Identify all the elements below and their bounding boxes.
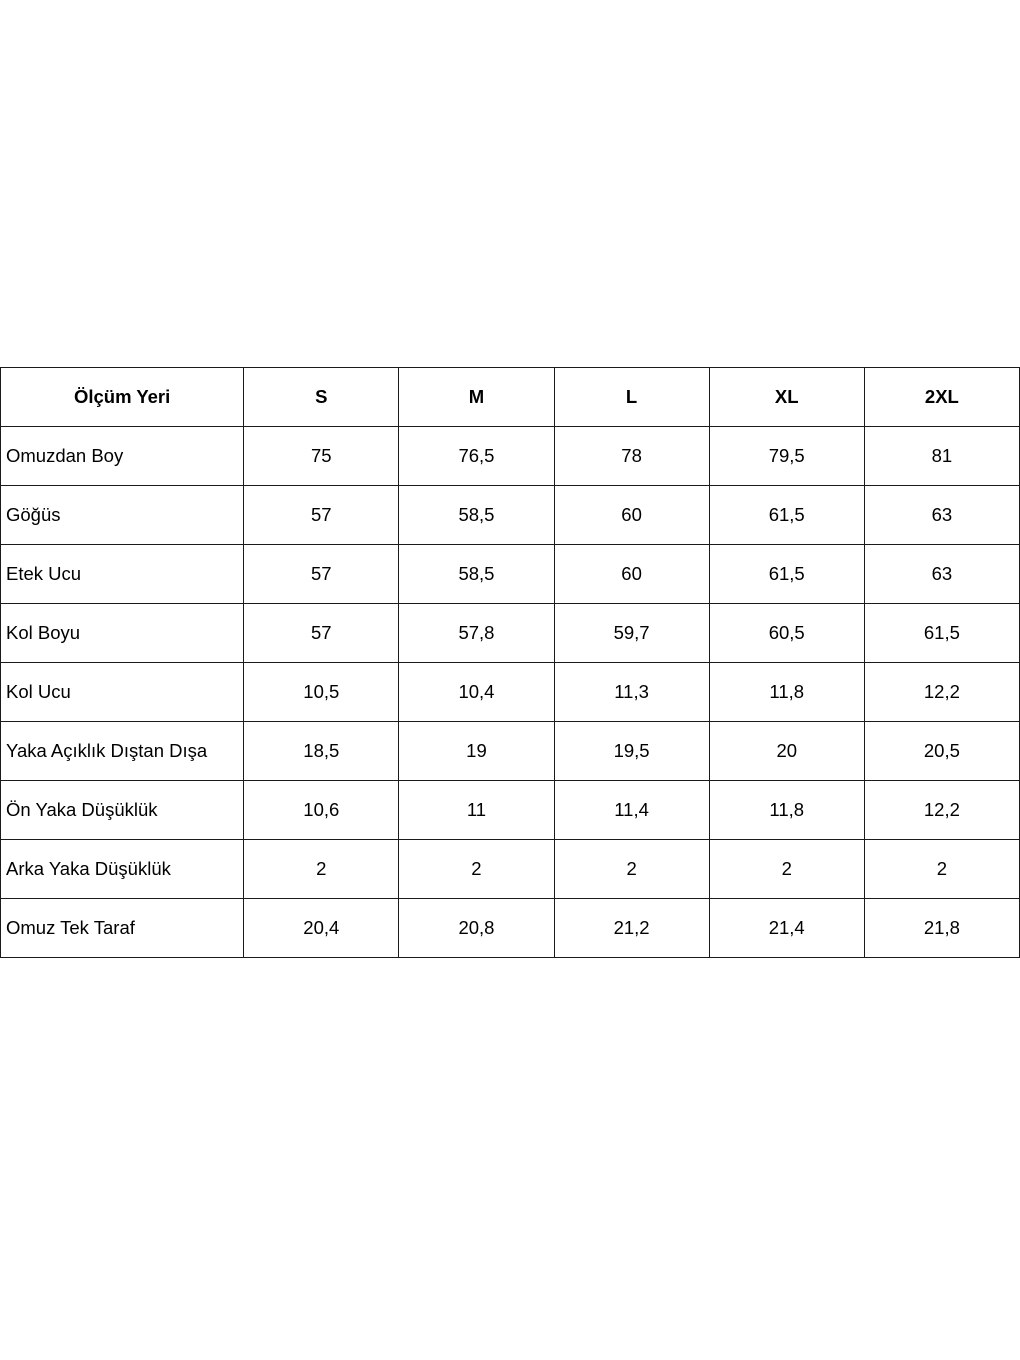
measurement-cell: 11,3 (554, 663, 709, 722)
header-measurement-location: Ölçüm Yeri (1, 368, 244, 427)
header-row (1, 368, 1020, 427)
measurement-cell: 20 (709, 722, 864, 781)
measurement-cell: 21,4 (709, 899, 864, 958)
table-header (1, 368, 1020, 427)
measurement-cell: 58,5 (399, 486, 554, 545)
row-label: Arka Yaka Düşüklük (1, 840, 244, 899)
size-chart-table (0, 367, 1020, 958)
row-label: Kol Ucu (1, 663, 244, 722)
measurement-cell: 10,5 (244, 663, 399, 722)
row-label: Göğüs (1, 486, 244, 545)
measurement-cell: 60 (554, 545, 709, 604)
header-size-2xl: 2XL (864, 368, 1019, 427)
table-row (1, 486, 1020, 545)
measurement-cell: 75 (244, 427, 399, 486)
measurement-cell: 2 (554, 840, 709, 899)
measurement-cell: 11 (399, 781, 554, 840)
measurement-cell: 57 (244, 545, 399, 604)
measurement-cell: 11,8 (709, 663, 864, 722)
measurement-cell: 63 (864, 486, 1019, 545)
measurement-cell: 19,5 (554, 722, 709, 781)
measurement-cell: 10,4 (399, 663, 554, 722)
measurement-cell: 57 (244, 486, 399, 545)
measurement-cell: 20,5 (864, 722, 1019, 781)
measurement-cell: 21,8 (864, 899, 1019, 958)
table-row (1, 663, 1020, 722)
measurement-cell: 20,4 (244, 899, 399, 958)
measurement-cell: 21,2 (554, 899, 709, 958)
measurement-cell: 76,5 (399, 427, 554, 486)
measurement-cell: 18,5 (244, 722, 399, 781)
measurement-cell: 61,5 (709, 486, 864, 545)
table-row (1, 899, 1020, 958)
measurement-cell: 57 (244, 604, 399, 663)
table-row (1, 427, 1020, 486)
row-label: Ön Yaka Düşüklük (1, 781, 244, 840)
measurement-cell: 59,7 (554, 604, 709, 663)
measurement-cell: 12,2 (864, 663, 1019, 722)
measurement-cell: 2 (399, 840, 554, 899)
row-label: Yaka Açıklık Dıştan Dışa (1, 722, 244, 781)
measurement-cell: 20,8 (399, 899, 554, 958)
header-size-xl: XL (709, 368, 864, 427)
table-row (1, 545, 1020, 604)
measurement-cell: 2 (709, 840, 864, 899)
header-size-m: M (399, 368, 554, 427)
measurement-cell: 63 (864, 545, 1019, 604)
measurement-cell: 11,4 (554, 781, 709, 840)
measurement-cell: 2 (244, 840, 399, 899)
measurement-cell: 79,5 (709, 427, 864, 486)
row-label: Omuzdan Boy (1, 427, 244, 486)
measurement-cell: 12,2 (864, 781, 1019, 840)
table-row (1, 722, 1020, 781)
header-size-l: L (554, 368, 709, 427)
row-label: Etek Ucu (1, 545, 244, 604)
header-size-s: S (244, 368, 399, 427)
measurement-cell: 78 (554, 427, 709, 486)
table-body (1, 427, 1020, 958)
measurement-cell: 61,5 (864, 604, 1019, 663)
measurement-cell: 60 (554, 486, 709, 545)
measurement-cell: 61,5 (709, 545, 864, 604)
table-row (1, 840, 1020, 899)
measurement-cell: 58,5 (399, 545, 554, 604)
row-label: Omuz Tek Taraf (1, 899, 244, 958)
measurement-cell: 2 (864, 840, 1019, 899)
measurement-cell: 57,8 (399, 604, 554, 663)
measurement-cell: 11,8 (709, 781, 864, 840)
table-row (1, 781, 1020, 840)
measurement-cell: 10,6 (244, 781, 399, 840)
measurement-cell: 81 (864, 427, 1019, 486)
table-row (1, 604, 1020, 663)
measurement-cell: 60,5 (709, 604, 864, 663)
row-label: Kol Boyu (1, 604, 244, 663)
measurement-cell: 19 (399, 722, 554, 781)
